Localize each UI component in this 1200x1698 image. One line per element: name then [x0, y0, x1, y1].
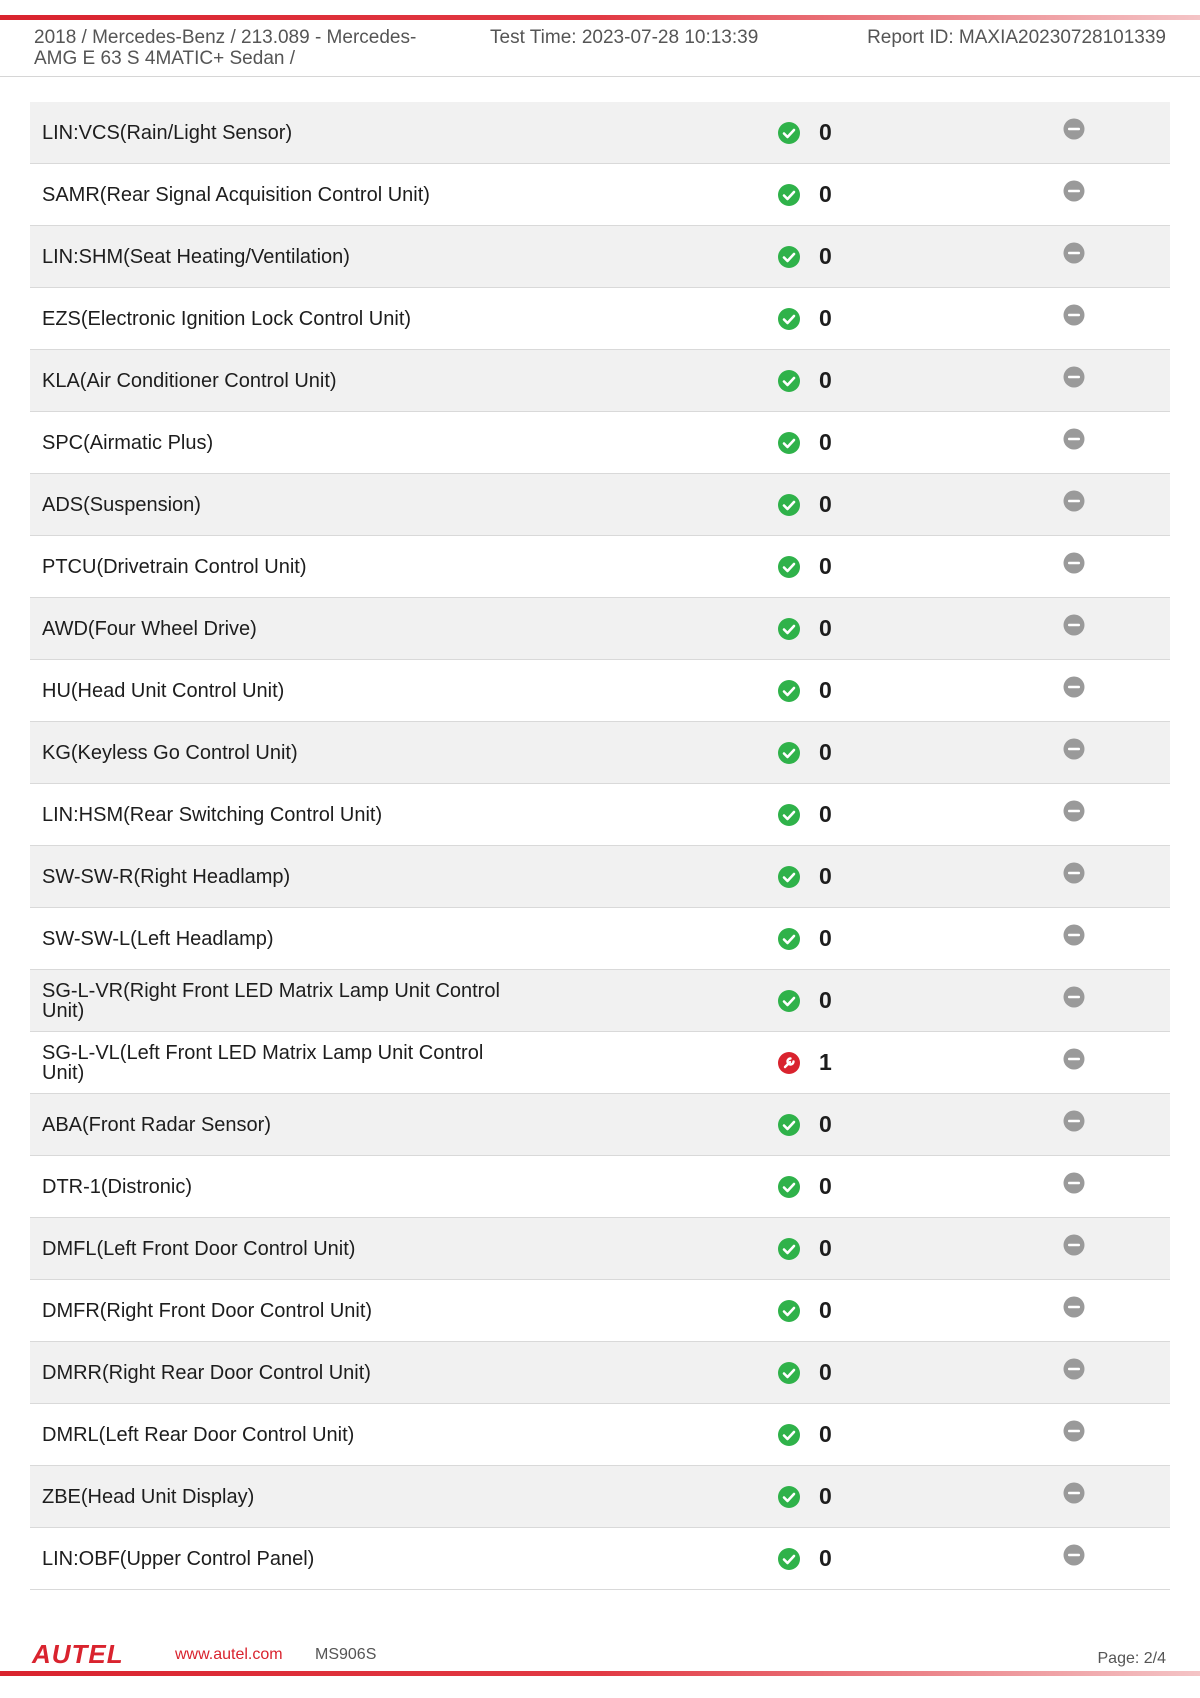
table-row[interactable] [30, 722, 1170, 784]
table-row[interactable] [30, 598, 1170, 660]
system-name: DMRL(Left Rear Door Control Unit) [42, 1423, 355, 1446]
system-name: SW-SW-R(Right Headlamp) [42, 865, 291, 888]
dtc-count: 0 [819, 801, 832, 827]
collapse-minus-icon[interactable] [1063, 800, 1085, 822]
table-row[interactable] [30, 660, 1170, 722]
system-name: SPC(Airmatic Plus) [42, 431, 214, 454]
dtc-count: 0 [819, 1235, 832, 1261]
table-row[interactable] [30, 350, 1170, 412]
dtc-count: 0 [819, 305, 832, 331]
table-row[interactable] [30, 1156, 1170, 1218]
pass-check-icon [778, 1548, 800, 1570]
system-name: SG-L-VL(Left Front LED Matrix Lamp Unit Control Unit) [42, 1041, 484, 1084]
system-name: EZS(Electronic Ignition Lock Control Unit) [42, 307, 412, 330]
system-name: KG(Keyless Go Control Unit) [42, 741, 298, 764]
system-name: PTCU(Drivetrain Control Unit) [42, 555, 307, 578]
dtc-count: 0 [819, 119, 832, 145]
pass-check-icon [778, 1362, 800, 1384]
table-row[interactable] [30, 1404, 1170, 1466]
dtc-count: 0 [819, 1173, 832, 1199]
collapse-minus-icon[interactable] [1063, 738, 1085, 760]
pass-check-icon [778, 1176, 800, 1198]
dtc-count: 0 [819, 1359, 832, 1385]
pass-check-icon [778, 184, 800, 206]
pass-check-icon [778, 1114, 800, 1136]
dtc-count: 0 [819, 553, 832, 579]
collapse-minus-icon[interactable] [1063, 1172, 1085, 1194]
dtc-count: 0 [819, 1483, 832, 1509]
report-header [0, 20, 1200, 77]
collapse-minus-icon[interactable] [1063, 614, 1085, 636]
collapse-minus-icon[interactable] [1063, 1482, 1085, 1504]
dtc-count: 0 [819, 1545, 832, 1571]
pass-check-icon [778, 618, 800, 640]
collapse-minus-icon[interactable] [1063, 1420, 1085, 1442]
system-name: SAMR(Rear Signal Acquisition Control Unit) [42, 183, 430, 206]
dtc-count: 0 [819, 677, 832, 703]
collapse-minus-icon[interactable] [1063, 862, 1085, 884]
test-time: Test Time: 2023-07-28 10:13:39 [490, 27, 759, 48]
system-name: LIN:OBF(Upper Control Panel) [42, 1547, 315, 1570]
table-row[interactable] [30, 1528, 1170, 1590]
pass-check-icon [778, 308, 800, 330]
table-row[interactable] [30, 164, 1170, 226]
device-model: MS906S [315, 1646, 377, 1663]
system-name: DTR-1(Distronic) [42, 1175, 192, 1198]
table-row[interactable] [30, 1094, 1170, 1156]
system-name: ZBE(Head Unit Display) [42, 1485, 255, 1508]
collapse-minus-icon[interactable] [1063, 118, 1085, 140]
dtc-count: 0 [819, 367, 832, 393]
dtc-count: 0 [819, 1421, 832, 1447]
report-footer [0, 1625, 1200, 1698]
dtc-count: 1 [819, 1049, 832, 1075]
collapse-minus-icon[interactable] [1063, 242, 1085, 264]
pass-check-icon [778, 1424, 800, 1446]
dtc-count: 0 [819, 1297, 832, 1323]
table-row[interactable] [30, 908, 1170, 970]
dtc-count: 0 [819, 863, 832, 889]
table-row[interactable] [30, 1032, 1170, 1094]
system-name: HU(Head Unit Control Unit) [42, 679, 285, 702]
pass-check-icon [778, 494, 800, 516]
dtc-count: 0 [819, 181, 832, 207]
system-name: LIN:HSM(Rear Switching Control Unit) [42, 803, 383, 826]
dtc-count: 0 [819, 1111, 832, 1137]
dtc-count: 0 [819, 925, 832, 951]
pass-check-icon [778, 1486, 800, 1508]
collapse-minus-icon[interactable] [1063, 676, 1085, 698]
collapse-minus-icon[interactable] [1063, 1234, 1085, 1256]
pass-check-icon [778, 866, 800, 888]
collapse-minus-icon[interactable] [1063, 1296, 1085, 1318]
collapse-minus-icon[interactable] [1063, 428, 1085, 450]
collapse-minus-icon[interactable] [1063, 986, 1085, 1008]
system-name: SG-L-VR(Right Front LED Matrix Lamp Unit Control Unit) [42, 979, 500, 1022]
dtc-count: 0 [819, 739, 832, 765]
table-row[interactable] [30, 474, 1170, 536]
collapse-minus-icon[interactable] [1063, 1048, 1085, 1070]
collapse-minus-icon[interactable] [1063, 1544, 1085, 1566]
table-row[interactable] [30, 1218, 1170, 1280]
dtc-count: 0 [819, 429, 832, 455]
pass-check-icon [778, 804, 800, 826]
page-number: Page: 2/4 [1097, 1650, 1166, 1667]
footer-url[interactable]: www.autel.com [175, 1646, 283, 1663]
dtc-count: 0 [819, 987, 832, 1013]
table-row[interactable] [30, 846, 1170, 908]
collapse-minus-icon[interactable] [1063, 1358, 1085, 1380]
table-row[interactable] [30, 412, 1170, 474]
table-row[interactable] [30, 970, 1170, 1032]
bottom-accent-bar [0, 1671, 1200, 1676]
collapse-minus-icon[interactable] [1063, 552, 1085, 574]
autel-logo: AUTEL [32, 1639, 124, 1669]
system-name: DMFR(Right Front Door Control Unit) [42, 1299, 373, 1322]
collapse-minus-icon[interactable] [1063, 924, 1085, 946]
system-name: KLA(Air Conditioner Control Unit) [42, 369, 337, 392]
collapse-minus-icon[interactable] [1063, 304, 1085, 326]
dtc-count: 0 [819, 243, 832, 269]
vehicle-info: 2018 / Mercedes-Benz / 213.089 - Mercedes-AMG E 63 S 4MATIC+ Sedan / [34, 27, 417, 69]
collapse-minus-icon[interactable] [1063, 366, 1085, 388]
table-row[interactable] [30, 1280, 1170, 1342]
table-row[interactable] [30, 102, 1170, 164]
system-name: ABA(Front Radar Sensor) [42, 1113, 271, 1136]
system-name: ADS(Suspension) [42, 493, 201, 516]
collapse-minus-icon[interactable] [1063, 180, 1085, 202]
pass-check-icon [778, 990, 800, 1012]
pass-check-icon [778, 246, 800, 268]
pass-check-icon [778, 742, 800, 764]
system-status-table [30, 102, 1170, 1590]
table-row[interactable] [30, 784, 1170, 846]
pass-check-icon [778, 432, 800, 454]
pass-check-icon [778, 556, 800, 578]
system-name: LIN:SHM(Seat Heating/Ventilation) [42, 245, 350, 268]
table-row[interactable] [30, 1342, 1170, 1404]
dtc-count: 0 [819, 615, 832, 641]
system-name: DMRR(Right Rear Door Control Unit) [42, 1361, 371, 1384]
pass-check-icon [778, 370, 800, 392]
pass-check-icon [778, 928, 800, 950]
collapse-minus-icon[interactable] [1063, 1110, 1085, 1132]
system-name: SW-SW-L(Left Headlamp) [42, 927, 274, 950]
collapse-minus-icon[interactable] [1063, 490, 1085, 512]
table-row[interactable] [30, 1466, 1170, 1528]
pass-check-icon [778, 680, 800, 702]
table-row[interactable] [30, 536, 1170, 598]
table-row[interactable] [30, 226, 1170, 288]
system-name: LIN:VCS(Rain/Light Sensor) [42, 121, 293, 144]
fault-wrench-icon [778, 1052, 800, 1074]
system-name: AWD(Four Wheel Drive) [42, 617, 257, 640]
report-id: Report ID: MAXIA20230728101339 [867, 27, 1166, 48]
table-row[interactable] [30, 288, 1170, 350]
pass-check-icon [778, 1300, 800, 1322]
dtc-count: 0 [819, 491, 832, 517]
system-name: DMFL(Left Front Door Control Unit) [42, 1237, 356, 1260]
pass-check-icon [778, 122, 800, 144]
pass-check-icon [778, 1238, 800, 1260]
